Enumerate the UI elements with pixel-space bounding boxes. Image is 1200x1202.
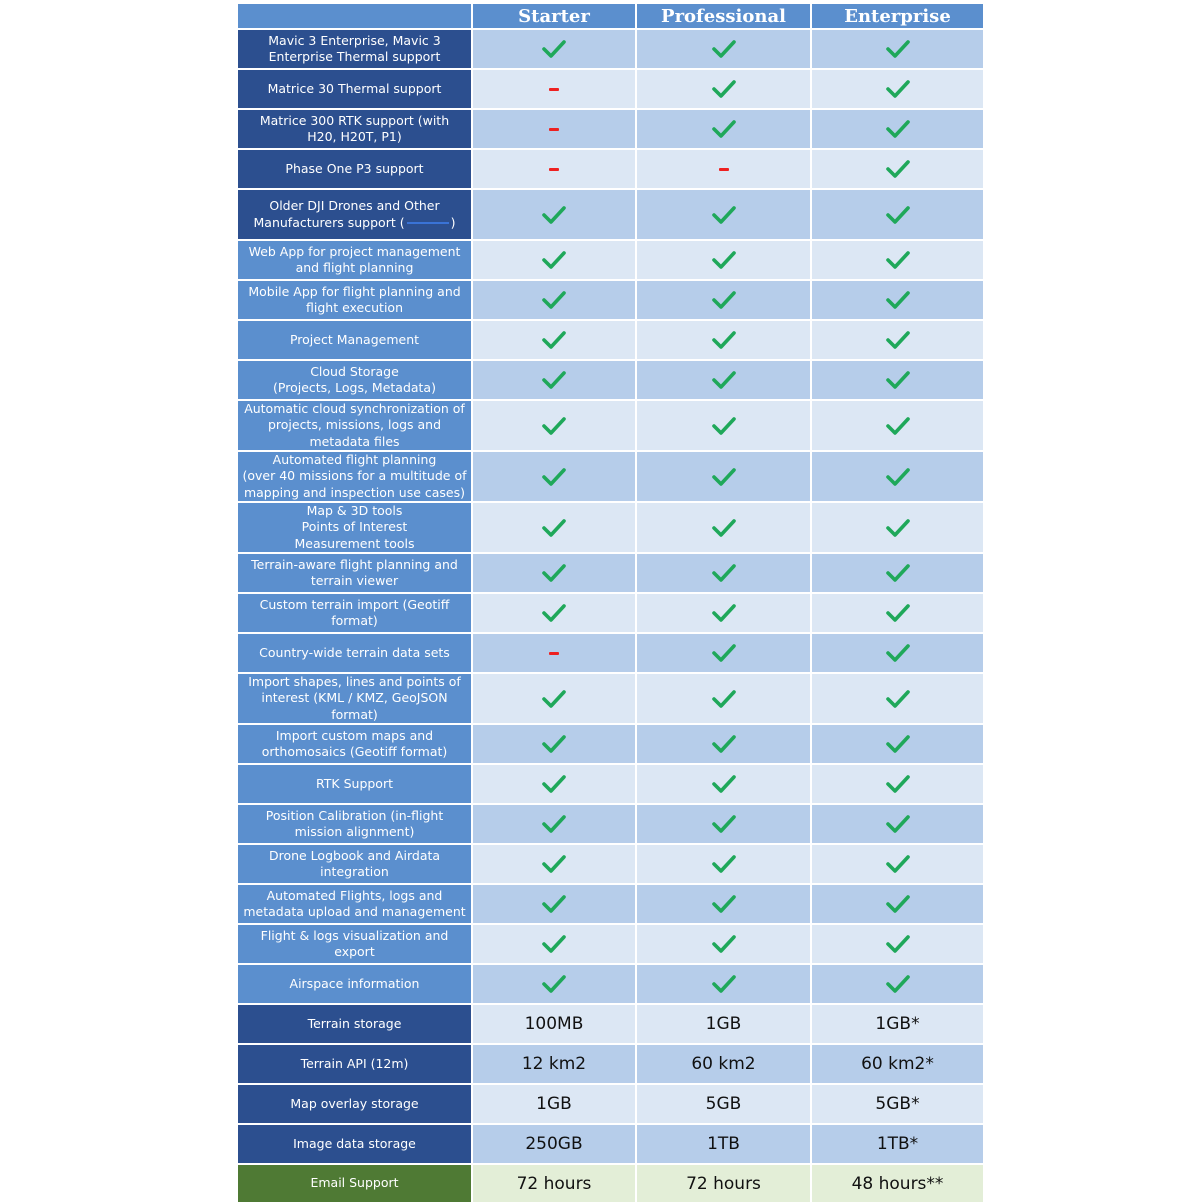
feature-label	[238, 594, 471, 632]
check-icon	[711, 370, 737, 390]
check-icon	[711, 563, 737, 583]
cell-professional	[637, 805, 810, 843]
cell-starter	[473, 594, 635, 632]
column-header-enterprise: Enterprise	[812, 4, 983, 28]
check-icon	[711, 79, 737, 99]
cell-enterprise	[812, 674, 983, 723]
cell-starter	[473, 1085, 635, 1123]
cell-enterprise	[812, 503, 983, 552]
feature-label	[238, 281, 471, 319]
check-icon	[541, 467, 567, 487]
feature-label-text: Terrain-aware flight planning and terrain viewer	[251, 556, 458, 588]
cell-enterprise	[812, 594, 983, 632]
cell-enterprise	[812, 190, 983, 239]
check-icon	[885, 934, 911, 954]
cell-professional	[637, 1085, 810, 1123]
check-icon	[711, 774, 737, 794]
check-icon	[885, 894, 911, 914]
check-icon	[541, 603, 567, 623]
cell-value: 1GB	[705, 1014, 742, 1034]
cell-starter	[473, 503, 635, 552]
cell-starter	[473, 1045, 635, 1083]
check-icon	[711, 330, 737, 350]
check-icon	[885, 854, 911, 874]
feature-label-text: Import custom maps and orthomosaics (Geotiff format)	[261, 727, 448, 759]
check-icon	[711, 689, 737, 709]
cell-starter	[473, 1005, 635, 1043]
cell-starter	[473, 241, 635, 279]
check-icon	[711, 290, 737, 310]
check-icon	[541, 205, 567, 225]
feature-label	[238, 674, 471, 723]
check-icon	[885, 330, 911, 350]
cell-professional	[637, 1045, 810, 1083]
cell-starter	[473, 150, 635, 188]
check-icon	[885, 467, 911, 487]
check-icon	[711, 119, 737, 139]
not-included-icon	[549, 88, 559, 91]
cell-starter	[473, 925, 635, 963]
check-icon	[711, 974, 737, 994]
check-icon	[541, 563, 567, 583]
check-icon	[711, 467, 737, 487]
cell-value: 1GB	[536, 1094, 572, 1114]
check-icon	[711, 518, 737, 538]
check-icon	[885, 689, 911, 709]
cell-starter	[473, 452, 635, 501]
cell-value: 60 km2*	[861, 1054, 934, 1074]
feature-label	[238, 150, 471, 188]
feature-label	[238, 110, 471, 148]
cell-professional	[637, 361, 810, 399]
cell-starter	[473, 634, 635, 672]
feature-label-text: Custom terrain import (Geotiff format)	[259, 596, 450, 628]
feature-label-text: Drone Logbook and Airdata integration	[268, 847, 441, 879]
cell-value: 1TB	[707, 1134, 740, 1154]
feature-label-text: Terrain API (12m)	[300, 1055, 409, 1071]
cell-starter	[473, 361, 635, 399]
feature-label	[238, 452, 471, 501]
feature-label	[238, 30, 471, 68]
cell-professional	[637, 674, 810, 723]
check-icon	[885, 563, 911, 583]
feature-label-text: Phase One P3 support	[285, 160, 424, 176]
feature-label-text: Project Management	[289, 331, 420, 347]
cell-starter	[473, 885, 635, 923]
feature-label-text: Automated flight planning (over 40 missions for a multitude of mapping and inspection use cases)	[242, 451, 467, 500]
cell-value: 48 hours**	[851, 1173, 944, 1194]
cell-starter	[473, 674, 635, 723]
cell-enterprise	[812, 361, 983, 399]
cell-starter	[473, 321, 635, 359]
cell-professional	[637, 1005, 810, 1043]
cell-professional	[637, 503, 810, 552]
header-corner	[238, 4, 471, 28]
cell-starter	[473, 70, 635, 108]
check-icon	[711, 854, 737, 874]
column-header-professional: Professional	[637, 4, 810, 28]
feature-label	[238, 634, 471, 672]
check-icon	[885, 974, 911, 994]
cell-enterprise	[812, 965, 983, 1003]
cell-starter	[473, 1165, 635, 1202]
cell-professional	[637, 1125, 810, 1163]
cell-professional	[637, 725, 810, 763]
cell-enterprise	[812, 1085, 983, 1123]
cell-professional	[637, 110, 810, 148]
feature-label	[238, 241, 471, 279]
cell-enterprise	[812, 452, 983, 501]
cell-starter	[473, 401, 635, 450]
cell-value: 12 km2	[521, 1054, 587, 1074]
not-included-icon	[719, 168, 729, 171]
cell-professional	[637, 845, 810, 883]
check-icon	[541, 854, 567, 874]
check-icon	[541, 250, 567, 270]
check-icon	[711, 205, 737, 225]
cell-professional	[637, 190, 810, 239]
check-icon	[541, 814, 567, 834]
cell-professional	[637, 1165, 810, 1202]
cell-enterprise	[812, 805, 983, 843]
feature-label	[238, 1045, 471, 1083]
cell-professional	[637, 965, 810, 1003]
feature-label	[238, 401, 471, 450]
cell-starter	[473, 281, 635, 319]
not-included-icon	[549, 128, 559, 131]
check-icon	[541, 39, 567, 59]
cell-professional	[637, 885, 810, 923]
feature-label-text: Map overlay storage	[290, 1095, 419, 1111]
check-icon	[711, 894, 737, 914]
cell-enterprise	[812, 70, 983, 108]
feature-label-text: Matrice 30 Thermal support	[267, 80, 442, 96]
cell-enterprise	[812, 1005, 983, 1043]
cell-value: 250GB	[525, 1134, 583, 1154]
cell-value: 72 hours	[516, 1173, 592, 1194]
cell-value: 1GB*	[875, 1014, 920, 1034]
check-icon	[885, 119, 911, 139]
feature-label	[238, 925, 471, 963]
cell-enterprise	[812, 1165, 983, 1202]
feature-label	[238, 1085, 471, 1123]
feature-label-text: Mavic 3 Enterprise, Mavic 3 Enterprise Thermal support	[268, 32, 441, 64]
feature-label	[238, 503, 471, 552]
check-icon	[541, 734, 567, 754]
not-included-icon	[549, 168, 559, 171]
check-icon	[541, 774, 567, 794]
cell-enterprise	[812, 150, 983, 188]
check-icon	[885, 159, 911, 179]
feature-label-text: Image data storage	[293, 1135, 416, 1151]
check-icon	[711, 416, 737, 436]
check-icon	[711, 814, 737, 834]
feature-label-suffix: )	[450, 214, 456, 230]
check-icon	[885, 518, 911, 538]
cell-starter	[473, 725, 635, 763]
cell-value: 100MB	[524, 1014, 584, 1034]
feature-label-text: Airspace information	[289, 975, 420, 991]
cell-enterprise	[812, 725, 983, 763]
feature-label-text: Import shapes, lines and points of interest (KML / KMZ, GeoJSON format)	[248, 673, 461, 722]
feature-label	[238, 190, 471, 239]
feature-label	[238, 1005, 471, 1043]
check-icon	[541, 416, 567, 436]
feature-label	[238, 554, 471, 592]
cell-enterprise	[812, 401, 983, 450]
feature-label-text: Matrice 300 RTK support (with H20, H20T, P1)	[259, 112, 450, 144]
cell-enterprise	[812, 1045, 983, 1083]
check-icon	[711, 934, 737, 954]
cell-value: 5GB*	[875, 1094, 920, 1114]
cell-professional	[637, 452, 810, 501]
cell-starter	[473, 845, 635, 883]
cell-professional	[637, 594, 810, 632]
check-icon	[711, 250, 737, 270]
cell-value: 60 km2	[691, 1054, 756, 1074]
cell-starter	[473, 765, 635, 803]
feature-label-text: Flight & logs visualization and export	[260, 927, 449, 959]
cell-professional	[637, 401, 810, 450]
feature-label-text: Position Calibration (in-flight mission alignment)	[265, 807, 444, 839]
cell-professional	[637, 30, 810, 68]
cell-enterprise	[812, 765, 983, 803]
check-icon	[711, 734, 737, 754]
check-icon	[885, 603, 911, 623]
feature-label	[238, 1125, 471, 1163]
feature-label-text: Map & 3D tools Points of Interest Measurement tools	[294, 502, 415, 551]
feature-label-text: Web App for project management and flight planning	[248, 243, 461, 275]
check-icon	[541, 894, 567, 914]
check-icon	[885, 79, 911, 99]
feature-label	[238, 725, 471, 763]
cell-professional	[637, 241, 810, 279]
cell-enterprise	[812, 925, 983, 963]
cell-value: 5GB	[705, 1094, 742, 1114]
check-icon	[885, 39, 911, 59]
cell-starter	[473, 965, 635, 1003]
feature-label	[238, 1165, 471, 1202]
check-icon	[885, 205, 911, 225]
cell-enterprise	[812, 110, 983, 148]
cell-value: 72 hours	[686, 1173, 761, 1194]
see-list-link[interactable]	[407, 222, 449, 224]
feature-label	[238, 885, 471, 923]
cell-enterprise	[812, 885, 983, 923]
feature-label	[238, 805, 471, 843]
feature-label	[238, 361, 471, 399]
check-icon	[885, 290, 911, 310]
check-icon	[711, 39, 737, 59]
cell-starter	[473, 1125, 635, 1163]
check-icon	[541, 330, 567, 350]
cell-enterprise	[812, 241, 983, 279]
feature-label-text: Mobile App for flight planning and flight execution	[248, 283, 461, 315]
column-header-starter: Starter	[473, 4, 635, 28]
cell-starter	[473, 554, 635, 592]
check-icon	[541, 518, 567, 538]
check-icon	[541, 370, 567, 390]
cell-professional	[637, 634, 810, 672]
cell-enterprise	[812, 281, 983, 319]
cell-enterprise	[812, 634, 983, 672]
cell-professional	[637, 70, 810, 108]
check-icon	[541, 290, 567, 310]
feature-label-text: Automatic cloud synchronization of projects, missions, logs and metadata files	[244, 400, 465, 449]
feature-label	[238, 70, 471, 108]
check-icon	[541, 974, 567, 994]
feature-label	[238, 321, 471, 359]
feature-label-text: Older DJI Drones and Other Manufacturers support ( )	[253, 198, 456, 230]
cell-starter	[473, 30, 635, 68]
check-icon	[711, 603, 737, 623]
check-icon	[885, 814, 911, 834]
check-icon	[711, 643, 737, 663]
feature-label-text: RTK Support	[316, 775, 393, 791]
cell-starter	[473, 110, 635, 148]
feature-label-text: Terrain storage	[307, 1015, 402, 1031]
check-icon	[885, 734, 911, 754]
cell-enterprise	[812, 30, 983, 68]
cell-enterprise	[812, 845, 983, 883]
not-included-icon	[549, 652, 559, 655]
feature-label-text: Automated Flights, logs and metadata upload and management	[243, 887, 466, 919]
cell-professional	[637, 321, 810, 359]
cell-enterprise	[812, 554, 983, 592]
cell-enterprise	[812, 321, 983, 359]
cell-professional	[637, 925, 810, 963]
feature-label-text: Cloud Storage (Projects, Logs, Metadata)	[273, 363, 436, 395]
check-icon	[885, 416, 911, 436]
cell-professional	[637, 765, 810, 803]
cell-starter	[473, 805, 635, 843]
feature-label-text: Country-wide terrain data sets	[259, 644, 450, 660]
check-icon	[885, 774, 911, 794]
cell-professional	[637, 150, 810, 188]
check-icon	[541, 689, 567, 709]
check-icon	[541, 934, 567, 954]
check-icon	[885, 643, 911, 663]
cell-professional	[637, 281, 810, 319]
check-icon	[885, 250, 911, 270]
cell-enterprise	[812, 1125, 983, 1163]
check-icon	[885, 370, 911, 390]
cell-starter	[473, 190, 635, 239]
cell-value: 1TB*	[876, 1134, 919, 1154]
feature-label-text: Email Support	[310, 1175, 399, 1191]
feature-label	[238, 845, 471, 883]
feature-label	[238, 765, 471, 803]
cell-professional	[637, 554, 810, 592]
feature-label	[238, 965, 471, 1003]
